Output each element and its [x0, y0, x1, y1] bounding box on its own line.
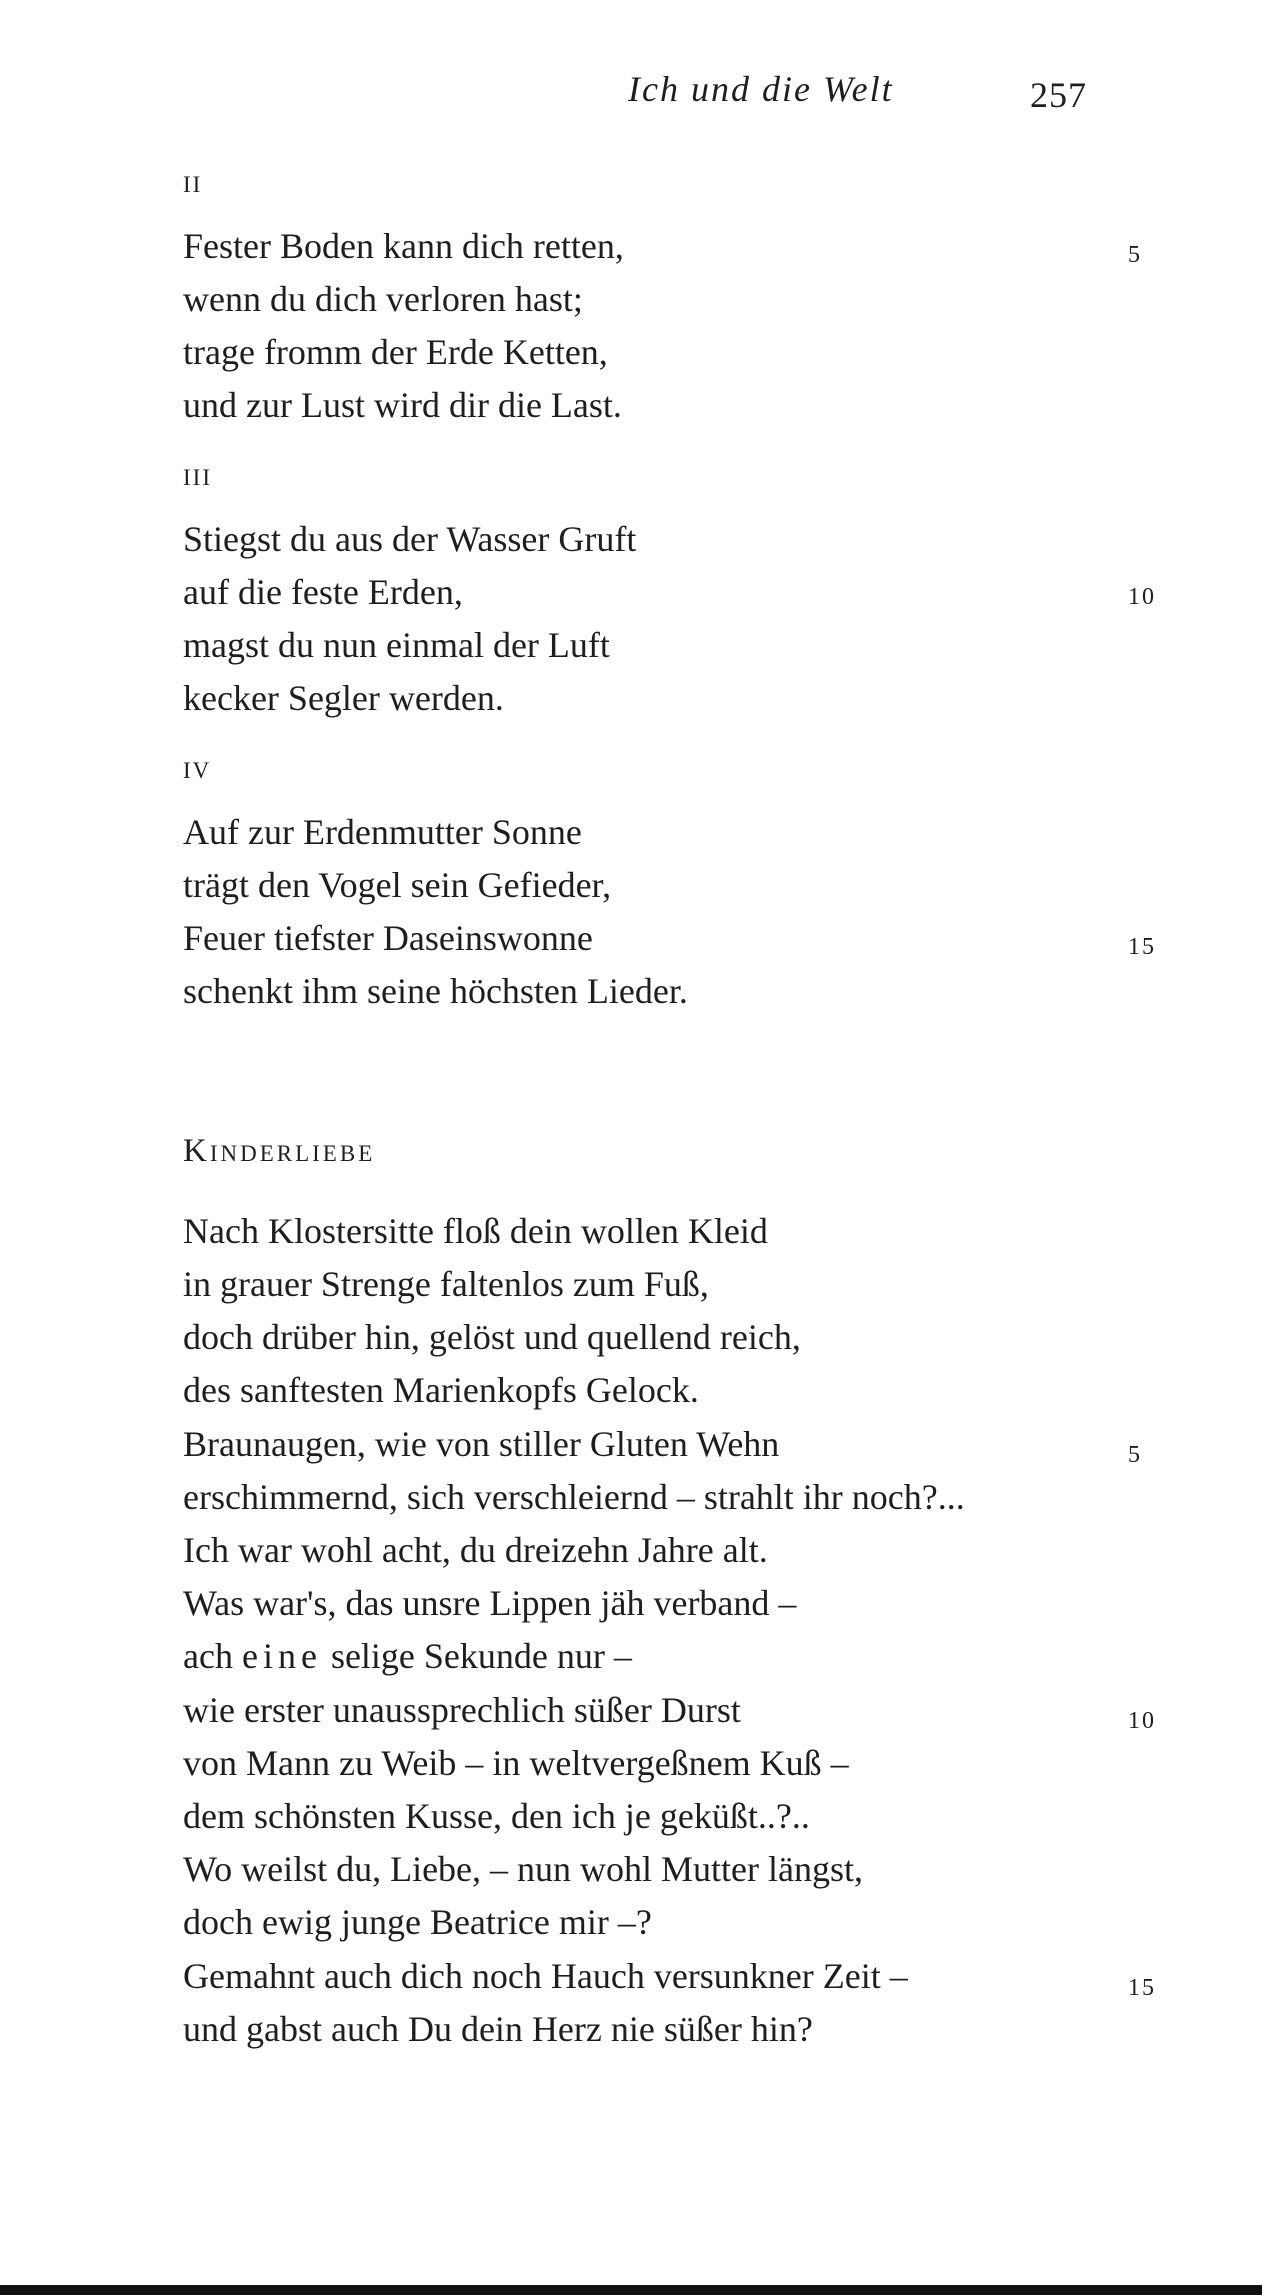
page-number: 257	[1030, 75, 1087, 115]
verse-line: schenkt ihm seine höchsten Lieder.	[183, 971, 688, 1011]
line-number: 10	[1128, 1708, 1156, 1734]
poem-title: Kinderliebe	[183, 1133, 376, 1169]
verse-line: Ich war wohl acht, du dreizehn Jahre alt.	[183, 1530, 768, 1570]
verse-line: in grauer Strenge faltenlos zum Fuß,	[183, 1264, 709, 1304]
line-number: 5	[1128, 242, 1142, 268]
verse-line: des sanftesten Marienkopfs Gelock.	[183, 1370, 699, 1410]
verse-line: doch drüber hin, gelöst und quellend reich,	[183, 1317, 801, 1357]
section-numeral-iv: IV	[183, 758, 212, 783]
page-edge-bar	[0, 2285, 1262, 2295]
verse-line: auf die feste Erden,	[183, 572, 463, 612]
verse-line: trage fromm der Erde Ketten,	[183, 332, 608, 372]
verse-line: Braunaugen, wie von stiller Gluten Wehn	[183, 1424, 780, 1464]
verse-line: doch ewig junge Beatrice mir –?	[183, 1902, 652, 1942]
verse-text: selige Sekunde nur –	[321, 1636, 632, 1676]
running-title: Ich und die Welt	[628, 69, 894, 109]
verse-line	[183, 1634, 632, 1678]
line-number: 10	[1128, 584, 1156, 610]
section-numeral-iii: III	[183, 465, 212, 490]
verse-line: Nach Klostersitte floß dein wollen Kleid	[183, 1211, 768, 1251]
verse-line: Auf zur Erdenmutter Sonne	[183, 812, 582, 852]
verse-line: wenn du dich verloren hast;	[183, 279, 583, 319]
verse-line: Stiegst du aus der Wasser Gruft	[183, 519, 637, 559]
verse-line: trägt den Vogel sein Gefieder,	[183, 865, 612, 905]
verse-line: Feuer tiefster Daseinswonne	[183, 918, 593, 958]
line-number: 15	[1128, 1975, 1156, 2001]
verse-line: von Mann zu Weib – in weltvergeßnem Kuß –	[183, 1743, 849, 1783]
verse-line: erschimmernd, sich verschleiernd – strahlt ihr noch?...	[183, 1477, 965, 1517]
verse-line: Fester Boden kann dich retten,	[183, 226, 624, 266]
section-numeral-ii: II	[183, 172, 203, 197]
emphasized-word: eine	[241, 1636, 322, 1676]
verse-line: wie erster unaussprechlich süßer Durst	[183, 1690, 741, 1730]
line-number: 15	[1128, 934, 1156, 960]
verse-line: magst du nun einmal der Luft	[183, 625, 610, 665]
verse-text: ach	[183, 1636, 242, 1676]
line-number: 5	[1128, 1442, 1142, 1468]
verse-line: dem schönsten Kusse, den ich je geküßt..?..	[183, 1796, 810, 1836]
verse-line: Gemahnt auch dich noch Hauch versunkner Zeit –	[183, 1956, 908, 1996]
verse-line: und gabst auch Du dein Herz nie süßer hin?	[183, 2009, 813, 2049]
verse-line: Was war's, das unsre Lippen jäh verband –	[183, 1583, 797, 1623]
running-head	[0, 68, 1262, 118]
verse-line: Wo weilst du, Liebe, – nun wohl Mutter längst,	[183, 1849, 864, 1889]
verse-line: kecker Segler werden.	[183, 678, 504, 718]
verse-line: und zur Lust wird dir die Last.	[183, 385, 622, 425]
